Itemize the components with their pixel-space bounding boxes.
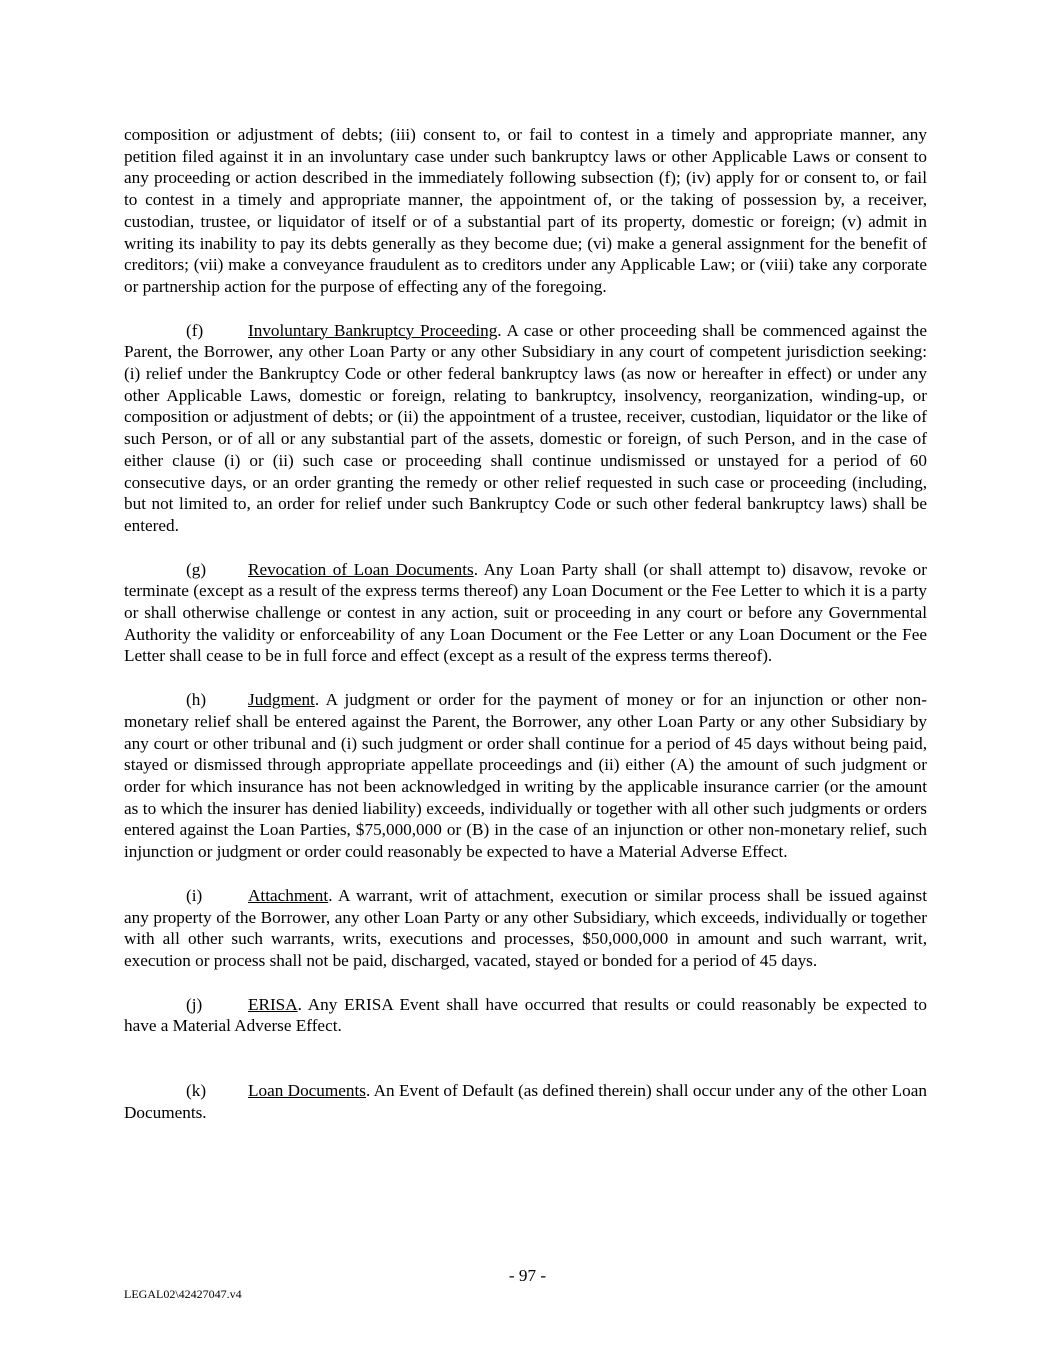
paragraph-number: (j): [186, 994, 203, 1014]
section-text: . An Event of Default (as defined therein) shall occur under any of the other Loan Documents.: [124, 1081, 927, 1122]
section-text: . Any ERISA Event shall have occurred that results or could reasonably be expected to have a Material Adverse Effect.: [124, 994, 927, 1036]
section-text: . A warrant, writ of attachment, execution or similar process shall be issued against any property of the Borrower, any other Loan Party or any other Subsidiary, which exceeds, individually or together with all other such warrants, writs, executions and processes, $50,000,000 in amount and such warrant, writ, execution or process shall not be paid, discharged, vacated, stayed or bonded for a period of 45 days.: [124, 885, 927, 970]
paragraph-g: [124, 559, 927, 668]
paragraph-continuation: composition or adjustment of debts; (iii) consent to, or fail to contest in a timely and appropriate manner, any petition filed against it in an involuntary case under such bankruptcy laws or other Applicable Laws or consent to any proceeding or action described in the immediately following subsection (f); (iv) apply for or consent to, or fail to contest in a timely and appropriate manner, the appointment of, or the taking of possession by, a receiver, custodian, trustee, or liquidator of itself or of a substantial part of its property, domestic or foreign; (v) admit in writing its inability to pay its debts generally as they become due; (vi) make a general assignment for the benefit of creditors; (vii) make a conveyance fraudulent as to creditors under any Applicable Law; or (viii) take any corporate or partnership action for the purpose of effecting any of the foregoing.: [124, 125, 927, 296]
paragraph-j: [124, 994, 927, 1037]
page-number: - 97 -: [508, 1266, 547, 1285]
document-id-footer: LEGAL02\42427047.v4: [124, 1287, 242, 1301]
section-text: . Any Loan Party shall (or shall attempt to) disavow, revoke or terminate (except as a result of the express terms thereof) any Loan Document or the Fee Letter to which it is a party or shall otherwise challenge or contest in any action, suit or proceeding in any court or before any Governmental Authority the validity or enforceability of any Loan Document or the Fee Letter or any Loan Document or the Fee Letter shall cease to be in full force and effect (except as a result of the express terms thereof).: [124, 559, 927, 666]
paragraph-number: (h): [186, 690, 207, 710]
paragraph-i: [124, 885, 927, 972]
paragraph-number: (g): [186, 559, 207, 579]
section-caption: Attachment: [248, 885, 329, 905]
paragraph-f: [124, 320, 927, 537]
document-body: [124, 124, 927, 1123]
paragraph-h: [124, 689, 927, 863]
section-caption: Loan Documents: [248, 1081, 366, 1101]
paragraph-number: (i): [186, 885, 203, 905]
paragraph-k: [124, 1080, 927, 1123]
section-caption: Judgment: [248, 690, 315, 710]
paragraph-number: (k): [186, 1081, 207, 1101]
paragraph-number: (f): [186, 320, 204, 340]
section-caption: Revocation of Loan Documents: [248, 559, 474, 579]
section-caption: ERISA: [248, 994, 298, 1014]
section-caption: Involuntary Bankruptcy Proceeding: [248, 320, 498, 340]
section-text: . A case or other proceeding shall be commenced against the Parent, the Borrower, any other Loan Party or any other Subsidiary in any court of competent jurisdiction seeking: (i) relief under the Bankruptcy Code or other federal bankruptcy laws (as now or hereafter in effect) or under any other Applicable Laws, domestic or foreign, relating to bankruptcy, insolvency, reorganization, winding-up, or composition or adjustment of debts; or (ii) the appointment of a trustee, receiver, custodian, liquidator or the like of such Person, or of all or any substantial part of the assets, domestic or foreign, of such Person, and in the case of either clause (i) or (ii) such case or proceeding shall continue undismissed or unstayed for a period of 60 consecutive days, or an order granting the remedy or other relief requested in such case or proceeding (including, but not limited to, an order for relief under such Bankruptcy Code or such other federal bankruptcy laws) shall be entered.: [124, 320, 927, 535]
section-text: . A judgment or order for the payment of money or for an injunction or other non-monetary relief shall be entered against the Parent, the Borrower, any other Loan Party or any other Subsidiary by any court or other tribunal and (i) such judgment or order shall continue for a period of 45 days without being paid, stayed or dismissed through appropriate appellate proceedings and (ii) either (A) the amount of such judgment or order for which insurance has not been acknowledged in writing by the applicable insurance carrier (or the amount as to which the insurer has denied liability) exceeds, individually or together with all other such judgments or orders entered against the Loan Parties, $75,000,000 or (B) in the case of an injunction or other non-monetary relief, such injunction or judgment or order could reasonably be expected to have a Material Adverse Effect.: [124, 690, 927, 862]
